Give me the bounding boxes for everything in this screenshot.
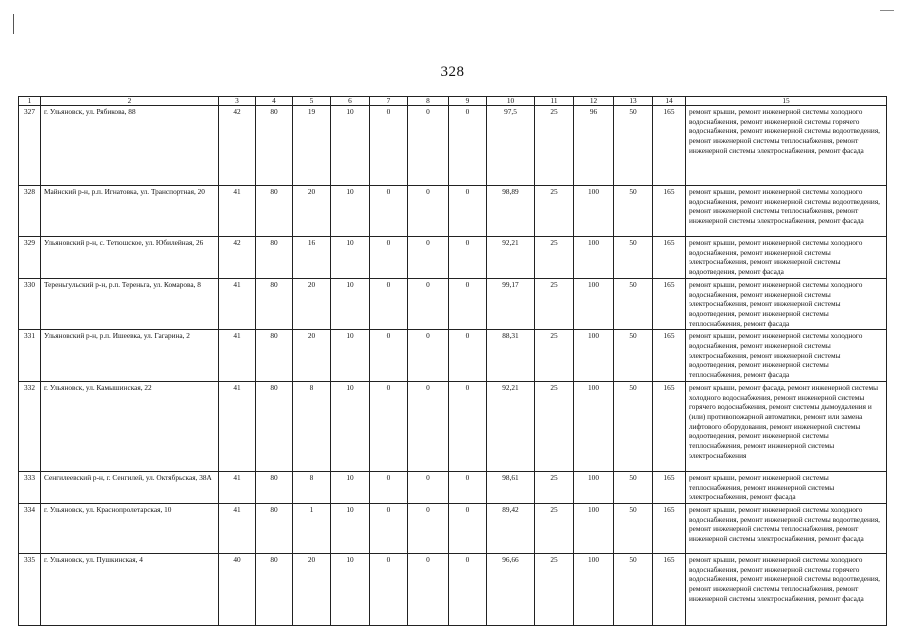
cell-col-7: 0 — [370, 553, 408, 625]
cell-col-5: 16 — [293, 237, 331, 279]
cell-col-12: 100 — [574, 186, 614, 237]
cell-col-10: 99,17 — [487, 278, 535, 330]
cell-address: Сенгилеевский р-н, г. Сенгилей, ул. Октябрьская, 38А — [41, 471, 219, 503]
column-header-11: 11 — [535, 97, 574, 106]
cell-col-7: 0 — [370, 237, 408, 279]
cell-col-8: 0 — [408, 278, 449, 330]
cell-col-8: 0 — [408, 237, 449, 279]
cell-col-9: 0 — [449, 471, 487, 503]
cell-col-5: 20 — [293, 330, 331, 382]
column-header-1: 1 — [19, 97, 41, 106]
cell-col-13: 50 — [614, 106, 653, 186]
table-row — [19, 278, 887, 330]
cell-row-number: 328 — [19, 186, 41, 237]
column-header-5: 5 — [293, 97, 331, 106]
cell-col-13: 50 — [614, 553, 653, 625]
cell-col-11: 25 — [535, 186, 574, 237]
cell-col-4: 80 — [256, 186, 293, 237]
cell-repair-works: ремонт крыши, ремонт фасада, ремонт инженерной системы холодного водоснабжения, ремонт инженерной системы горячего водоснабжения, ремонт системы дымоудаления и (или) противопожарной автоматики, ремонт или замена лифтового оборудования, ремонт инженерной системы водоотведения, ремонт инженерной системы теплоснабжения, ремонт инженерной системы электроснабжения — [686, 381, 887, 471]
cell-col-11: 25 — [535, 553, 574, 625]
cell-col-4: 80 — [256, 381, 293, 471]
cell-col-7: 0 — [370, 106, 408, 186]
cell-col-4: 80 — [256, 553, 293, 625]
cell-col-10: 89,42 — [487, 503, 535, 553]
cell-col-11: 25 — [535, 503, 574, 553]
column-header-10: 10 — [487, 97, 535, 106]
cell-col-8: 0 — [408, 503, 449, 553]
cell-col-4: 80 — [256, 471, 293, 503]
cell-col-3: 41 — [219, 278, 256, 330]
cell-col-14: 165 — [653, 106, 686, 186]
cell-col-3: 42 — [219, 237, 256, 279]
cell-col-11: 25 — [535, 330, 574, 382]
cell-repair-works: ремонт крыши, ремонт инженерной системы холодного водоснабжения, ремонт инженерной системы горячего водоснабжения, ремонт инженерной системы водоотведения, ремонт инженерной системы теплоснабжения, ремонт инженерной системы электроснабжения, ремонт фасада — [686, 553, 887, 625]
cell-repair-works: ремонт крыши, ремонт инженерной системы холодного водоснабжения, ремонт инженерной системы электроснабжения, ремонт инженерной системы водоотведения, ремонт инженерной системы теплоснабжения, ремонт фасада — [686, 278, 887, 330]
cell-row-number: 334 — [19, 503, 41, 553]
cell-row-number: 330 — [19, 278, 41, 330]
scan-edge-mark-right — [880, 10, 894, 11]
cell-col-11: 25 — [535, 471, 574, 503]
cell-col-12: 100 — [574, 503, 614, 553]
column-header-15: 15 — [686, 97, 887, 106]
table-body — [19, 97, 887, 626]
cell-col-13: 50 — [614, 237, 653, 279]
cell-col-4: 80 — [256, 106, 293, 186]
cell-col-12: 100 — [574, 471, 614, 503]
cell-col-3: 41 — [219, 330, 256, 382]
cell-col-10: 92,21 — [487, 237, 535, 279]
cell-repair-works: ремонт крыши, ремонт инженерной системы холодного водоснабжения, ремонт инженерной системы электроснабжения, ремонт инженерной системы водоотведения, ремонт инженерной системы теплоснабжения, ремонт фасада — [686, 330, 887, 382]
cell-col-11: 25 — [535, 237, 574, 279]
cell-col-7: 0 — [370, 186, 408, 237]
cell-row-number: 332 — [19, 381, 41, 471]
table-row — [19, 381, 887, 471]
cell-address: г. Ульяновск, ул. Рябикова, 88 — [41, 106, 219, 186]
column-header-12: 12 — [574, 97, 614, 106]
cell-row-number: 335 — [19, 553, 41, 625]
column-header-9: 9 — [449, 97, 487, 106]
cell-col-3: 41 — [219, 503, 256, 553]
cell-col-8: 0 — [408, 381, 449, 471]
cell-col-7: 0 — [370, 278, 408, 330]
page-number: 328 — [440, 64, 465, 80]
table-row — [19, 471, 887, 503]
cell-row-number: 329 — [19, 237, 41, 279]
cell-col-14: 165 — [653, 553, 686, 625]
cell-col-9: 0 — [449, 278, 487, 330]
cell-col-9: 0 — [449, 553, 487, 625]
cell-address: г. Ульяновск, ул. Камышинская, 22 — [41, 381, 219, 471]
cell-col-7: 0 — [370, 381, 408, 471]
table-row — [19, 186, 887, 237]
cell-address: г. Ульяновск, ул. Краснопролетарская, 10 — [41, 503, 219, 553]
table-row — [19, 553, 887, 625]
cell-col-6: 10 — [331, 237, 370, 279]
cell-col-5: 8 — [293, 381, 331, 471]
cell-col-14: 165 — [653, 330, 686, 382]
cell-col-6: 10 — [331, 330, 370, 382]
cell-repair-works: ремонт крыши, ремонт инженерной системы холодного водоснабжения, ремонт инженерной системы электроснабжения, ремонт инженерной системы водоотведения, ремонт фасада — [686, 237, 887, 279]
cell-col-7: 0 — [370, 471, 408, 503]
column-header-6: 6 — [331, 97, 370, 106]
cell-col-13: 50 — [614, 503, 653, 553]
cell-col-6: 10 — [331, 381, 370, 471]
cell-col-9: 0 — [449, 503, 487, 553]
repair-registry-table — [18, 96, 887, 626]
table-row — [19, 106, 887, 186]
cell-col-3: 41 — [219, 381, 256, 471]
cell-col-14: 165 — [653, 237, 686, 279]
cell-col-9: 0 — [449, 330, 487, 382]
cell-repair-works: ремонт крыши, ремонт инженерной системы холодного водоснабжения, ремонт инженерной системы водоотведения, ремонт инженерной системы теплоснабжения, ремонт инженерной системы электроснабжения, ремонт фасада — [686, 503, 887, 553]
cell-col-10: 98,89 — [487, 186, 535, 237]
cell-col-4: 80 — [256, 237, 293, 279]
cell-col-10: 88,31 — [487, 330, 535, 382]
cell-col-8: 0 — [408, 186, 449, 237]
cell-col-13: 50 — [614, 381, 653, 471]
cell-col-5: 20 — [293, 186, 331, 237]
cell-col-14: 165 — [653, 503, 686, 553]
cell-col-6: 10 — [331, 471, 370, 503]
cell-col-8: 0 — [408, 471, 449, 503]
cell-col-14: 165 — [653, 471, 686, 503]
cell-repair-works: ремонт крыши, ремонт инженерной системы холодного водоснабжения, ремонт инженерной системы водоотведения, ремонт инженерной системы теплоснабжения, ремонт инженерной системы электроснабжения, ремонт фасада — [686, 186, 887, 237]
cell-col-8: 0 — [408, 106, 449, 186]
cell-row-number: 327 — [19, 106, 41, 186]
cell-repair-works: ремонт крыши, ремонт инженерной системы теплоснабжения, ремонт инженерной системы электроснабжения, ремонт фасада — [686, 471, 887, 503]
cell-col-7: 0 — [370, 330, 408, 382]
cell-col-10: 92,21 — [487, 381, 535, 471]
cell-col-13: 50 — [614, 186, 653, 237]
cell-col-14: 165 — [653, 381, 686, 471]
cell-col-10: 97,5 — [487, 106, 535, 186]
cell-col-11: 25 — [535, 278, 574, 330]
column-header-3: 3 — [219, 97, 256, 106]
cell-address: Ульяновский р-н, с. Тетюшское, ул. Юбилейная, 26 — [41, 237, 219, 279]
table-header-row — [19, 97, 887, 106]
cell-address: Майнский р-н, р.п. Игнатовка, ул. Транспортная, 20 — [41, 186, 219, 237]
cell-col-12: 100 — [574, 237, 614, 279]
cell-col-13: 50 — [614, 330, 653, 382]
cell-col-11: 25 — [535, 381, 574, 471]
table-row — [19, 330, 887, 382]
cell-col-12: 100 — [574, 278, 614, 330]
cell-col-6: 10 — [331, 106, 370, 186]
cell-col-5: 20 — [293, 553, 331, 625]
cell-col-9: 0 — [449, 237, 487, 279]
cell-col-8: 0 — [408, 330, 449, 382]
cell-col-10: 96,66 — [487, 553, 535, 625]
cell-address: Тереньгульский р-н, р.п. Тереньга, ул. Комарова, 8 — [41, 278, 219, 330]
cell-col-6: 10 — [331, 186, 370, 237]
cell-col-7: 0 — [370, 503, 408, 553]
table-row — [19, 503, 887, 553]
column-header-4: 4 — [256, 97, 293, 106]
cell-col-3: 40 — [219, 553, 256, 625]
column-header-7: 7 — [370, 97, 408, 106]
cell-col-4: 80 — [256, 330, 293, 382]
cell-col-4: 80 — [256, 503, 293, 553]
column-header-8: 8 — [408, 97, 449, 106]
cell-col-6: 10 — [331, 278, 370, 330]
scan-edge-mark-left — [13, 14, 14, 34]
cell-col-4: 80 — [256, 278, 293, 330]
cell-row-number: 333 — [19, 471, 41, 503]
cell-col-6: 10 — [331, 503, 370, 553]
column-header-13: 13 — [614, 97, 653, 106]
cell-address: г. Ульяновск, ул. Пушкинская, 4 — [41, 553, 219, 625]
column-header-14: 14 — [653, 97, 686, 106]
cell-col-3: 41 — [219, 471, 256, 503]
cell-col-9: 0 — [449, 381, 487, 471]
cell-col-5: 19 — [293, 106, 331, 186]
cell-col-12: 100 — [574, 330, 614, 382]
cell-col-3: 42 — [219, 106, 256, 186]
cell-col-5: 8 — [293, 471, 331, 503]
cell-col-14: 165 — [653, 278, 686, 330]
cell-col-5: 1 — [293, 503, 331, 553]
cell-col-5: 20 — [293, 278, 331, 330]
cell-col-11: 25 — [535, 106, 574, 186]
cell-repair-works: ремонт крыши, ремонт инженерной системы холодного водоснабжения, ремонт инженерной системы горячего водоснабжения, ремонт инженерной системы водоотведения, ремонт инженерной системы теплоснабжения, ремонт инженерной системы электроснабжения, ремонт фасада — [686, 106, 887, 186]
cell-col-12: 96 — [574, 106, 614, 186]
cell-col-9: 0 — [449, 106, 487, 186]
cell-col-8: 0 — [408, 553, 449, 625]
cell-row-number: 331 — [19, 330, 41, 382]
cell-col-10: 98,61 — [487, 471, 535, 503]
cell-col-14: 165 — [653, 186, 686, 237]
cell-address: Ульяновский р-н, р.п. Ишеевка, ул. Гагарина, 2 — [41, 330, 219, 382]
cell-col-9: 0 — [449, 186, 487, 237]
cell-col-3: 41 — [219, 186, 256, 237]
table-row — [19, 237, 887, 279]
cell-col-13: 50 — [614, 471, 653, 503]
column-header-2: 2 — [41, 97, 219, 106]
cell-col-6: 10 — [331, 553, 370, 625]
cell-col-12: 100 — [574, 553, 614, 625]
cell-col-12: 100 — [574, 381, 614, 471]
cell-col-13: 50 — [614, 278, 653, 330]
